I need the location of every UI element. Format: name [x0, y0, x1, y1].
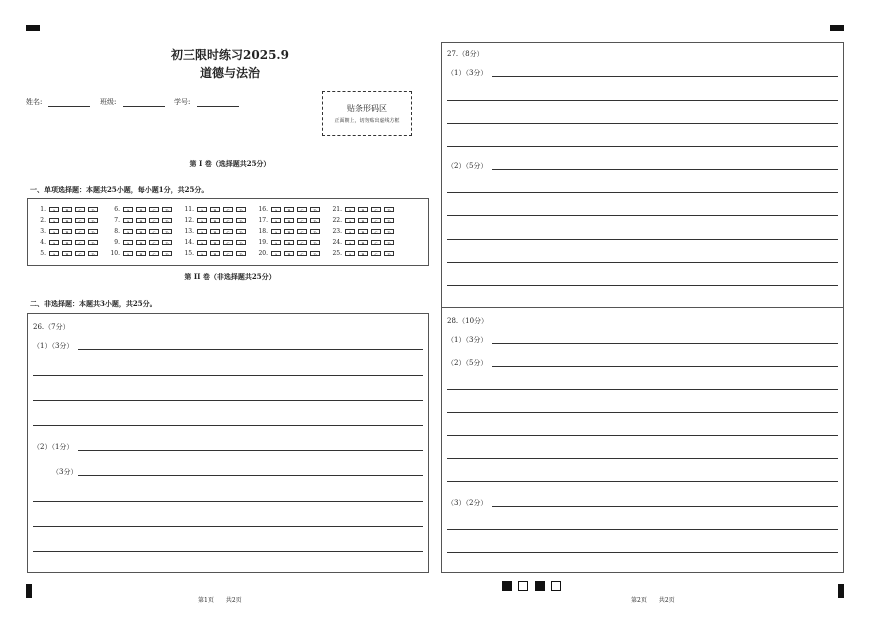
answer-bubble[interactable]: B: [136, 251, 146, 256]
question-number: 7.: [114, 217, 120, 224]
question-row: [110, 250, 175, 257]
q28-s3: （3）（2分）: [447, 499, 488, 507]
question-row: [184, 217, 249, 224]
answer-bubble[interactable]: A: [123, 207, 133, 212]
q26-s2: （2）（1分）: [33, 443, 74, 451]
answer-bubble[interactable]: A: [123, 229, 133, 234]
answer-bubble[interactable]: B: [210, 207, 220, 212]
barcode-area: [322, 91, 412, 136]
answer-bubble[interactable]: D: [310, 229, 320, 234]
corner-mark-br: [838, 584, 844, 598]
question-number: 3.: [40, 228, 46, 235]
question-number: 1.: [40, 206, 46, 213]
q28-answer-line[interactable]: [447, 529, 838, 530]
page-mark-empty: [518, 581, 528, 591]
question-number: 4.: [40, 239, 46, 246]
corner-mark-tl: [26, 25, 40, 31]
part1-section: 一、单项选择题：本题共25小题，每小题1分，共25分。: [30, 185, 209, 194]
answer-bubble[interactable]: A: [271, 229, 281, 234]
answer-bubble[interactable]: D: [384, 229, 394, 234]
answer-bubble[interactable]: D: [162, 240, 172, 245]
answer-bubble[interactable]: D: [384, 207, 394, 212]
q27-answer-line[interactable]: [447, 262, 838, 263]
question-row: [258, 206, 323, 213]
answer-bubble[interactable]: A: [345, 240, 355, 245]
id-label: 学号:: [174, 98, 191, 106]
name-field[interactable]: [48, 106, 90, 107]
name-label: 姓名:: [26, 98, 43, 106]
answer-bubble[interactable]: B: [358, 229, 368, 234]
answer-bubble[interactable]: D: [88, 207, 98, 212]
question-number: 23.: [332, 228, 342, 235]
q28-answer-line[interactable]: [447, 412, 838, 413]
question-row: [184, 228, 249, 235]
answer-bubble[interactable]: C: [149, 229, 159, 234]
answer-bubble[interactable]: C: [149, 207, 159, 212]
answer-bubble[interactable]: A: [197, 251, 207, 256]
question-number: 11.: [184, 206, 194, 213]
q26-answer-line[interactable]: [78, 349, 423, 350]
answer-bubble[interactable]: A: [197, 229, 207, 234]
answer-bubble[interactable]: D: [88, 218, 98, 223]
answer-bubble[interactable]: B: [136, 218, 146, 223]
answer-bubble[interactable]: B: [210, 240, 220, 245]
q26-head: 26.（7分）: [33, 323, 70, 331]
answer-bubble[interactable]: B: [358, 207, 368, 212]
q28-answer-line[interactable]: [447, 389, 838, 390]
answer-bubble[interactable]: A: [49, 229, 59, 234]
answer-bubble[interactable]: A: [271, 207, 281, 212]
answer-bubble[interactable]: D: [236, 218, 246, 223]
q26-s3: （3分）: [52, 468, 78, 476]
q28-answer-line[interactable]: [447, 481, 838, 482]
q26-answer-line[interactable]: [33, 425, 423, 426]
page-number-left: 第1页 共2页: [198, 597, 242, 604]
answer-bubble[interactable]: B: [284, 229, 294, 234]
question-number: 2.: [40, 217, 46, 224]
barcode-title: 贴条形码区: [347, 104, 387, 113]
answer-bubble[interactable]: A: [345, 251, 355, 256]
answer-bubble[interactable]: C: [371, 218, 381, 223]
answer-bubble[interactable]: B: [358, 251, 368, 256]
answer-bubble[interactable]: B: [136, 229, 146, 234]
q27-head: 27.（8分）: [447, 50, 484, 58]
question-number: 16.: [258, 206, 268, 213]
answer-bubble[interactable]: D: [236, 229, 246, 234]
answer-bubble[interactable]: A: [49, 218, 59, 223]
question-number: 20.: [258, 250, 268, 257]
answer-bubble[interactable]: D: [236, 207, 246, 212]
question-number: 6.: [114, 206, 120, 213]
question-number: 14.: [184, 239, 194, 246]
q28-box: [441, 307, 844, 573]
q27-answer-line[interactable]: [447, 285, 838, 286]
answer-bubble[interactable]: D: [310, 218, 320, 223]
answer-bubble[interactable]: C: [223, 229, 233, 234]
q26-answer-line[interactable]: [33, 400, 423, 401]
q28-answer-line[interactable]: [492, 366, 838, 367]
answer-bubble[interactable]: C: [149, 218, 159, 223]
q28-answer-line[interactable]: [492, 506, 838, 507]
answer-bubble[interactable]: A: [271, 251, 281, 256]
q26-answer-line[interactable]: [78, 475, 423, 476]
question-row: [332, 206, 397, 213]
question-row: [110, 228, 175, 235]
answer-grid: [27, 198, 429, 266]
answer-bubble[interactable]: D: [384, 240, 394, 245]
answer-bubble[interactable]: D: [162, 251, 172, 256]
q27-answer-line[interactable]: [447, 123, 838, 124]
question-number: 19.: [258, 239, 268, 246]
answer-bubble[interactable]: C: [223, 240, 233, 245]
question-number: 10.: [110, 250, 120, 257]
answer-bubble[interactable]: A: [345, 229, 355, 234]
question-row: [110, 206, 175, 213]
answer-bubble[interactable]: B: [358, 218, 368, 223]
answer-bubble[interactable]: A: [49, 251, 59, 256]
answer-bubble[interactable]: C: [371, 251, 381, 256]
q27-box: [441, 42, 844, 308]
answer-bubble[interactable]: A: [49, 240, 59, 245]
page-mark-filled: [535, 581, 545, 591]
answer-bubble[interactable]: C: [149, 240, 159, 245]
q27-s1: （1）（3分）: [447, 69, 488, 77]
answer-bubble[interactable]: C: [297, 229, 307, 234]
question-row: [258, 239, 323, 246]
answer-bubble[interactable]: A: [345, 218, 355, 223]
answer-bubble[interactable]: B: [284, 240, 294, 245]
question-row: [258, 228, 323, 235]
question-number: 15.: [184, 250, 194, 257]
answer-bubble[interactable]: D: [162, 218, 172, 223]
answer-bubble[interactable]: D: [310, 207, 320, 212]
answer-bubble[interactable]: D: [162, 229, 172, 234]
q27-answer-line[interactable]: [447, 100, 838, 101]
page-number-right: 第2页 共2页: [631, 597, 675, 604]
question-row: [110, 239, 175, 246]
part2-title: 第 II 卷（非选择题共25分）: [184, 272, 276, 281]
question-number: 5.: [40, 250, 46, 257]
question-number: 17.: [258, 217, 268, 224]
answer-bubble[interactable]: A: [197, 240, 207, 245]
answer-bubble[interactable]: A: [271, 218, 281, 223]
answer-bubble[interactable]: C: [297, 218, 307, 223]
answer-bubble[interactable]: B: [210, 251, 220, 256]
answer-bubble[interactable]: C: [371, 229, 381, 234]
answer-bubble[interactable]: C: [297, 207, 307, 212]
answer-bubble[interactable]: A: [345, 207, 355, 212]
exam-title: 初三限时练习2025.9: [171, 48, 289, 62]
q28-head: 28.（10分）: [447, 317, 489, 325]
answer-bubble[interactable]: C: [75, 229, 85, 234]
answer-bubble[interactable]: B: [62, 251, 72, 256]
q28-s1: （1）（3分）: [447, 336, 488, 344]
q27-answer-line[interactable]: [447, 192, 838, 193]
question-row: [258, 250, 323, 257]
q26-answer-line[interactable]: [33, 501, 423, 502]
question-number: 8.: [114, 228, 120, 235]
question-row: [110, 217, 175, 224]
answer-bubble[interactable]: A: [197, 218, 207, 223]
answer-bubble[interactable]: B: [136, 240, 146, 245]
answer-bubble[interactable]: A: [123, 240, 133, 245]
answer-bubble[interactable]: B: [210, 218, 220, 223]
question-row: [36, 239, 101, 246]
answer-bubble[interactable]: A: [197, 207, 207, 212]
question-number: 22.: [332, 217, 342, 224]
answer-bubble[interactable]: C: [223, 218, 233, 223]
answer-bubble[interactable]: B: [284, 207, 294, 212]
answer-bubble[interactable]: D: [310, 251, 320, 256]
answer-bubble[interactable]: D: [310, 240, 320, 245]
answer-bubble[interactable]: C: [75, 240, 85, 245]
answer-bubble[interactable]: B: [358, 240, 368, 245]
q27-answer-line[interactable]: [447, 215, 838, 216]
answer-bubble[interactable]: A: [49, 207, 59, 212]
class-label: 班级:: [100, 98, 117, 106]
q26-s1: （1）（3分）: [33, 342, 74, 350]
class-field[interactable]: [123, 106, 165, 107]
q27-answer-line[interactable]: [447, 239, 838, 240]
question-number: 12.: [184, 217, 194, 224]
question-row: [184, 250, 249, 257]
answer-bubble[interactable]: C: [223, 251, 233, 256]
question-row: [36, 250, 101, 257]
q26-answer-line[interactable]: [33, 375, 423, 376]
question-row: [258, 217, 323, 224]
q27-answer-line[interactable]: [447, 146, 838, 147]
part2-section: 二、非选择题：本题共3小题，共25分。: [30, 299, 157, 308]
question-row: [36, 206, 101, 213]
answer-bubble[interactable]: B: [62, 240, 72, 245]
answer-bubble[interactable]: B: [62, 229, 72, 234]
question-row: [184, 239, 249, 246]
answer-bubble[interactable]: B: [284, 218, 294, 223]
answer-bubble[interactable]: C: [149, 251, 159, 256]
answer-bubble[interactable]: C: [297, 240, 307, 245]
answer-bubble[interactable]: D: [384, 251, 394, 256]
answer-bubble[interactable]: A: [123, 218, 133, 223]
answer-bubble[interactable]: D: [88, 251, 98, 256]
id-field[interactable]: [197, 106, 239, 107]
answer-bubble[interactable]: B: [210, 229, 220, 234]
answer-bubble[interactable]: C: [75, 251, 85, 256]
question-number: 13.: [184, 228, 194, 235]
q28-answer-line[interactable]: [447, 458, 838, 459]
question-row: [36, 217, 101, 224]
corner-mark-tr: [830, 25, 844, 31]
question-number: 25.: [332, 250, 342, 257]
answer-bubble[interactable]: D: [162, 207, 172, 212]
q28-answer-line[interactable]: [447, 552, 838, 553]
question-row: [36, 228, 101, 235]
barcode-note: 正面朝上，切勿贴出虚线方框: [334, 118, 400, 124]
q26-answer-line[interactable]: [78, 450, 423, 451]
q28-s2: （2）（5分）: [447, 359, 488, 367]
answer-bubble[interactable]: D: [88, 229, 98, 234]
answer-bubble[interactable]: C: [297, 251, 307, 256]
q26-answer-line[interactable]: [33, 526, 423, 527]
answer-bubble[interactable]: C: [75, 218, 85, 223]
question-number: 18.: [258, 228, 268, 235]
answer-bubble[interactable]: B: [62, 218, 72, 223]
answer-bubble[interactable]: A: [271, 240, 281, 245]
question-number: 21.: [332, 206, 342, 213]
answer-bubble[interactable]: B: [62, 207, 72, 212]
question-row: [332, 217, 397, 224]
page-mark-filled: [502, 581, 512, 591]
answer-bubble[interactable]: C: [371, 207, 381, 212]
q27-answer-line[interactable]: [492, 169, 838, 170]
corner-mark-bl: [26, 584, 32, 598]
question-row: [184, 206, 249, 213]
question-row: [332, 239, 397, 246]
q26-answer-line[interactable]: [33, 551, 423, 552]
q27-answer-line[interactable]: [492, 76, 838, 77]
answer-bubble[interactable]: C: [371, 240, 381, 245]
answer-bubble[interactable]: C: [75, 207, 85, 212]
q28-answer-line[interactable]: [492, 343, 838, 344]
answer-bubble[interactable]: D: [384, 218, 394, 223]
answer-bubble[interactable]: B: [284, 251, 294, 256]
answer-bubble[interactable]: D: [236, 240, 246, 245]
answer-bubble[interactable]: D: [236, 251, 246, 256]
q28-answer-line[interactable]: [447, 435, 838, 436]
question-number: 9.: [114, 239, 120, 246]
part1-title: 第 I 卷（选择题共25分）: [189, 159, 271, 168]
answer-bubble[interactable]: D: [88, 240, 98, 245]
question-row: [332, 250, 397, 257]
subject-title: 道德与法治: [199, 66, 260, 80]
page-mark-empty: [551, 581, 561, 591]
answer-bubble[interactable]: A: [123, 251, 133, 256]
question-number: 24.: [332, 239, 342, 246]
answer-bubble[interactable]: B: [136, 207, 146, 212]
answer-bubble[interactable]: C: [223, 207, 233, 212]
q26-box: [27, 313, 429, 573]
q27-s2: （2）（5分）: [447, 162, 488, 170]
question-row: [332, 228, 397, 235]
